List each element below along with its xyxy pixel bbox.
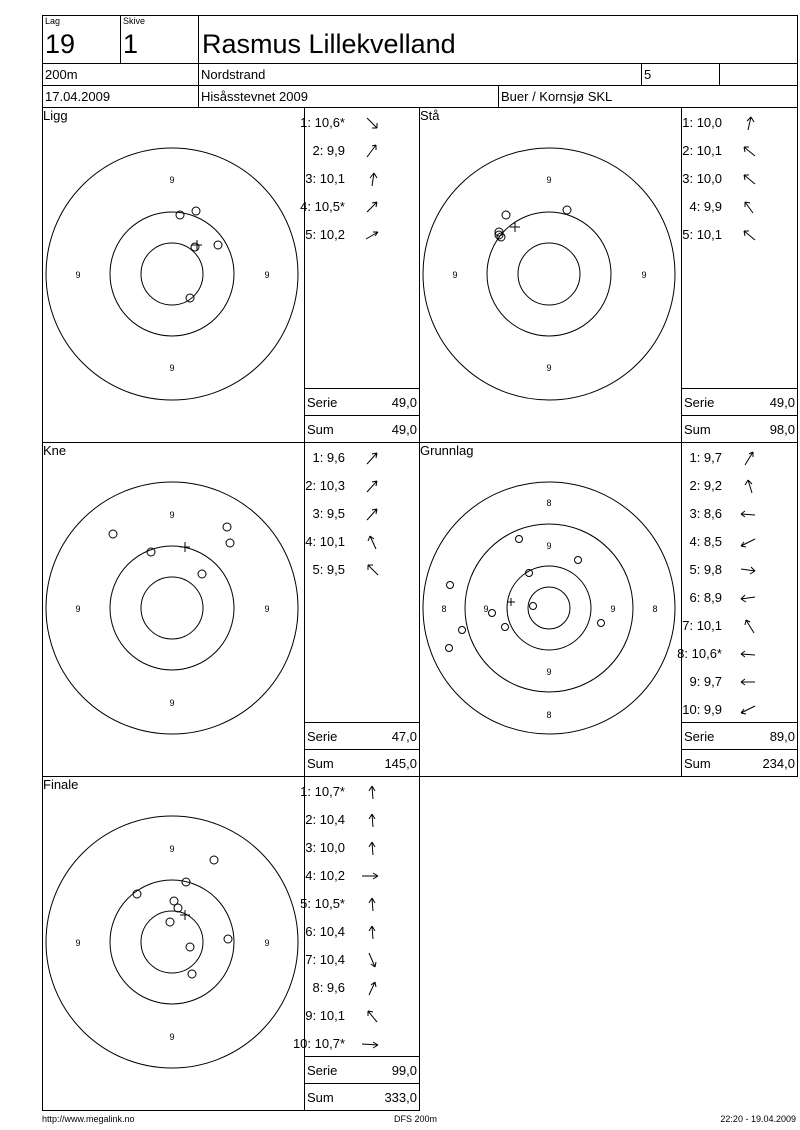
shot-hole bbox=[224, 935, 232, 943]
target-panel-kne bbox=[42, 442, 305, 777]
target-kne bbox=[42, 442, 305, 777]
shot-hole bbox=[459, 627, 466, 634]
shot-value: 6: 8,9 bbox=[689, 590, 722, 605]
shot-row bbox=[682, 227, 760, 243]
shot-list-grunnlag bbox=[677, 442, 798, 777]
target-finale bbox=[42, 776, 305, 1111]
shot-hole bbox=[502, 624, 509, 631]
shot-row bbox=[305, 506, 383, 522]
shot-hole bbox=[447, 582, 454, 589]
shot-hole bbox=[109, 530, 117, 538]
sum-row bbox=[305, 415, 419, 443]
shot-list-finale bbox=[292, 776, 420, 1111]
shot-hole bbox=[186, 294, 194, 302]
panel-title-finale: Finale bbox=[43, 777, 79, 792]
shot-value: 7: 10,4 bbox=[305, 952, 345, 967]
shot-value: 6: 10,4 bbox=[305, 924, 345, 939]
target-panel-finale bbox=[42, 776, 305, 1111]
shot-row bbox=[682, 590, 760, 606]
shot-value: 5: 10,5* bbox=[300, 896, 345, 911]
target-sta bbox=[419, 107, 682, 443]
shot-value: 9: 9,7 bbox=[689, 674, 722, 689]
shot-row bbox=[305, 478, 383, 494]
arrow-ne-icon bbox=[365, 506, 379, 522]
ring-label: 9 bbox=[264, 604, 270, 614]
ring-label: 8 bbox=[546, 710, 552, 720]
center-mark bbox=[180, 910, 190, 920]
shot-row bbox=[682, 199, 760, 215]
ring-label: 9 bbox=[546, 541, 552, 551]
shot-row bbox=[305, 840, 383, 856]
sum-row bbox=[305, 1083, 419, 1111]
shot-hole bbox=[186, 943, 194, 951]
organizer: Buer / Kornsjø SKL bbox=[501, 89, 613, 104]
sum-value: 333,0 bbox=[384, 1090, 417, 1105]
arrow-n-icon bbox=[365, 896, 379, 912]
shot-value: 8: 10,6* bbox=[677, 646, 722, 661]
shot-value: 4: 10,5* bbox=[300, 199, 345, 214]
ring-label: 9 bbox=[169, 510, 175, 520]
serie-label: Serie bbox=[307, 729, 338, 744]
shot-row bbox=[305, 227, 383, 243]
lag-cell bbox=[42, 15, 121, 64]
panel-title-sta: Stå bbox=[420, 108, 440, 123]
shot-row bbox=[682, 450, 760, 466]
shot-row bbox=[682, 618, 760, 634]
arrow-se-icon bbox=[365, 952, 379, 968]
shot-value: 3: 10,0 bbox=[682, 171, 722, 186]
target-ligg bbox=[42, 107, 305, 443]
lag-value: 19 bbox=[45, 29, 76, 59]
ring-label: 9 bbox=[641, 270, 647, 280]
distance: 200m bbox=[45, 67, 78, 82]
sum-label: Sum bbox=[684, 422, 711, 437]
serie-value: 99,0 bbox=[391, 1063, 417, 1078]
shot-value: 5: 9,8 bbox=[689, 562, 722, 577]
shot-hole bbox=[502, 211, 510, 219]
shot-value: 3: 8,6 bbox=[689, 506, 722, 521]
serie-value: 49,0 bbox=[391, 395, 417, 410]
ring-label: 9 bbox=[264, 938, 270, 948]
serie-label: Serie bbox=[307, 395, 338, 410]
shot-hole bbox=[198, 570, 206, 578]
shot-value: 5: 10,1 bbox=[682, 227, 722, 242]
club-cell bbox=[198, 63, 642, 86]
shot-row bbox=[305, 450, 383, 466]
shot-value: 8: 9,6 bbox=[312, 980, 345, 995]
class-cell bbox=[641, 63, 720, 86]
ring-label: 8 bbox=[546, 498, 552, 508]
arrow-n-icon bbox=[365, 784, 379, 800]
panel-title-ligg: Ligg bbox=[43, 108, 68, 123]
arrow-ne-icon bbox=[365, 980, 379, 996]
shot-row bbox=[682, 478, 760, 494]
event-cell bbox=[198, 85, 499, 108]
ring-label: 9 bbox=[483, 604, 489, 614]
shot-hole bbox=[563, 206, 571, 214]
sum-label: Sum bbox=[307, 422, 334, 437]
arrow-nw-icon bbox=[742, 143, 756, 159]
ring-label: 9 bbox=[452, 270, 458, 280]
shot-value: 3: 9,5 bbox=[312, 506, 345, 521]
shot-row bbox=[682, 171, 760, 187]
ring-label: 9 bbox=[546, 175, 552, 185]
shot-value: 5: 10,2 bbox=[305, 227, 345, 242]
arrow-n-icon bbox=[365, 924, 379, 940]
serie-row bbox=[305, 388, 419, 416]
sum-value: 98,0 bbox=[769, 422, 795, 437]
arrow-nw-icon bbox=[742, 199, 756, 215]
footer-program: DFS 200m bbox=[394, 1114, 438, 1124]
shot-row bbox=[682, 143, 760, 159]
sum-value: 234,0 bbox=[762, 756, 795, 771]
serie-value: 49,0 bbox=[769, 395, 795, 410]
shot-hole bbox=[174, 904, 182, 912]
shot-hole bbox=[530, 603, 537, 610]
shot-hole bbox=[489, 610, 496, 617]
arrow-e-icon bbox=[361, 868, 379, 884]
arrow-ne-icon bbox=[365, 478, 379, 494]
organizer-cell bbox=[498, 85, 798, 108]
shot-list-sta bbox=[681, 107, 798, 443]
ring-label: 9 bbox=[546, 363, 552, 373]
ring-label: 8 bbox=[652, 604, 658, 614]
shot-value: 7: 10,1 bbox=[682, 618, 722, 633]
shot-row bbox=[305, 562, 383, 578]
arrow-ne-icon bbox=[365, 143, 379, 159]
serie-row bbox=[682, 722, 797, 750]
shot-row bbox=[305, 868, 383, 884]
arrow-n-icon bbox=[365, 840, 379, 856]
shot-value: 1: 10,6* bbox=[300, 115, 345, 130]
shot-value: 2: 9,2 bbox=[689, 478, 722, 493]
shot-row bbox=[305, 534, 383, 550]
serie-value: 47,0 bbox=[391, 729, 417, 744]
ring-label: 9 bbox=[169, 175, 175, 185]
arrow-w-icon bbox=[740, 590, 756, 606]
shot-value: 10: 9,9 bbox=[682, 702, 722, 717]
shot-value: 10: 10,7* bbox=[292, 1036, 345, 1051]
shot-row bbox=[682, 702, 760, 718]
shot-value: 3: 10,1 bbox=[305, 171, 345, 186]
serie-row bbox=[305, 1056, 419, 1084]
arrow-ne-icon bbox=[365, 199, 379, 215]
shot-value: 9: 10,1 bbox=[305, 1008, 345, 1023]
sum-value: 145,0 bbox=[384, 756, 417, 771]
empty-cell bbox=[719, 63, 798, 86]
shot-row bbox=[682, 534, 760, 550]
shot-hole bbox=[223, 523, 231, 531]
ring-label: 9 bbox=[169, 698, 175, 708]
arrow-ne-icon bbox=[365, 227, 379, 243]
shot-row bbox=[305, 924, 383, 940]
sum-label: Sum bbox=[307, 1090, 334, 1105]
footer-timestamp: 22:20 - 19.04.2009 bbox=[720, 1114, 796, 1124]
serie-label: Serie bbox=[684, 395, 715, 410]
serie-row bbox=[682, 388, 797, 416]
shot-list-kne bbox=[304, 442, 420, 777]
skive-label: Skive bbox=[123, 16, 146, 26]
shot-hole bbox=[166, 918, 174, 926]
distance-cell bbox=[42, 63, 199, 86]
shot-row bbox=[305, 812, 383, 828]
arrow-w-icon bbox=[740, 674, 756, 690]
shot-row bbox=[677, 646, 760, 662]
shot-hole bbox=[191, 243, 199, 251]
shot-hole bbox=[446, 645, 453, 652]
arrow-ne-icon bbox=[365, 450, 379, 466]
arrow-n-icon bbox=[742, 115, 756, 131]
shot-row bbox=[305, 171, 383, 187]
shooter-name: Rasmus Lillekvelland bbox=[202, 29, 456, 59]
shot-row bbox=[305, 980, 383, 996]
shot-value: 2: 9,9 bbox=[312, 143, 345, 158]
ring-label: 9 bbox=[264, 270, 270, 280]
sum-row bbox=[682, 415, 797, 443]
center-mark bbox=[510, 222, 520, 232]
ring-label: 8 bbox=[441, 604, 447, 614]
arrow-nw-icon bbox=[365, 1008, 379, 1024]
arrow-e-icon bbox=[361, 1036, 379, 1052]
shot-value: 2: 10,1 bbox=[682, 143, 722, 158]
shot-value: 2: 10,4 bbox=[305, 812, 345, 827]
ring-label: 9 bbox=[169, 363, 175, 373]
shot-row bbox=[682, 115, 760, 131]
arrow-sw-icon bbox=[740, 534, 756, 550]
lag-label: Lag bbox=[45, 16, 61, 26]
name-cell bbox=[198, 15, 798, 64]
shot-row bbox=[682, 506, 760, 522]
arrow-nw-icon bbox=[742, 618, 756, 634]
shot-hole bbox=[598, 620, 605, 627]
shot-hole bbox=[214, 241, 222, 249]
shot-value: 1: 9,7 bbox=[689, 450, 722, 465]
arrow-nw-icon bbox=[365, 562, 379, 578]
serie-row bbox=[305, 722, 419, 750]
shot-hole bbox=[188, 970, 196, 978]
shot-row bbox=[300, 784, 383, 800]
target-panel-grunnlag bbox=[419, 442, 682, 777]
center-mark bbox=[192, 240, 202, 250]
ring-label: 9 bbox=[169, 844, 175, 854]
sum-label: Sum bbox=[307, 756, 334, 771]
target-grunnlag bbox=[419, 442, 682, 777]
club: Nordstrand bbox=[201, 67, 266, 82]
ring-label: 9 bbox=[75, 938, 81, 948]
footer-url: http://www.megalink.no bbox=[42, 1114, 135, 1124]
arrow-nw-icon bbox=[365, 534, 379, 550]
arrow-nw-icon bbox=[742, 171, 756, 187]
shot-row bbox=[305, 952, 383, 968]
arrow-n-icon bbox=[365, 171, 379, 187]
shot-value: 4: 8,5 bbox=[689, 534, 722, 549]
arrow-sw-icon bbox=[740, 702, 756, 718]
ring-label: 9 bbox=[610, 604, 616, 614]
shot-value: 5: 9,5 bbox=[312, 562, 345, 577]
ring-label: 9 bbox=[75, 270, 81, 280]
shot-value: 4: 10,2 bbox=[305, 868, 345, 883]
date-cell bbox=[42, 85, 199, 108]
arrow-n-icon bbox=[365, 812, 379, 828]
shot-row bbox=[292, 1036, 383, 1052]
skive-value: 1 bbox=[123, 29, 139, 59]
skive-cell bbox=[120, 15, 199, 64]
panel-title-grunnlag: Grunnlag bbox=[420, 443, 474, 458]
shot-value: 3: 10,0 bbox=[305, 840, 345, 855]
ring-label: 9 bbox=[169, 1032, 175, 1042]
shot-row bbox=[305, 143, 383, 159]
shot-hole bbox=[192, 207, 200, 215]
arrow-n-icon bbox=[742, 478, 756, 494]
shot-value: 1: 10,0 bbox=[682, 115, 722, 130]
shot-value: 1: 10,7* bbox=[300, 784, 345, 799]
shot-row bbox=[300, 199, 383, 215]
shot-value: 1: 9,6 bbox=[312, 450, 345, 465]
shot-hole bbox=[226, 539, 234, 547]
shot-row bbox=[682, 674, 760, 690]
target-panel-ligg bbox=[42, 107, 305, 443]
shot-row bbox=[300, 115, 383, 131]
serie-value: 89,0 bbox=[769, 729, 795, 744]
shot-hole bbox=[575, 557, 582, 564]
date: 17.04.2009 bbox=[45, 89, 111, 104]
panel-title-kne: Kne bbox=[43, 443, 67, 458]
class: 5 bbox=[644, 67, 652, 82]
event: Hisåsstevnet 2009 bbox=[201, 89, 308, 104]
shot-value: 4: 10,1 bbox=[305, 534, 345, 549]
serie-label: Serie bbox=[684, 729, 715, 744]
arrow-nw-icon bbox=[742, 227, 756, 243]
ring-label: 9 bbox=[546, 667, 552, 677]
serie-label: Serie bbox=[307, 1063, 338, 1078]
arrow-w-icon bbox=[740, 646, 756, 662]
shot-list-ligg bbox=[300, 107, 420, 443]
shot-hole bbox=[516, 536, 523, 543]
shot-row bbox=[305, 1008, 383, 1024]
arrow-w-icon bbox=[740, 506, 756, 522]
shot-row bbox=[682, 562, 760, 578]
target-panel-sta bbox=[419, 107, 682, 443]
arrow-ne-icon bbox=[742, 450, 756, 466]
arrow-se-icon bbox=[365, 115, 379, 131]
shot-value: 4: 9,9 bbox=[689, 199, 722, 214]
sum-row bbox=[305, 749, 419, 777]
shot-value: 2: 10,3 bbox=[305, 478, 345, 493]
center-mark bbox=[180, 542, 190, 552]
sum-label: Sum bbox=[684, 756, 711, 771]
shot-row bbox=[300, 896, 383, 912]
sum-row bbox=[682, 749, 797, 777]
arrow-e-icon bbox=[740, 562, 756, 578]
shot-hole bbox=[210, 856, 218, 864]
sum-value: 49,0 bbox=[391, 422, 417, 437]
ring-label: 9 bbox=[75, 604, 81, 614]
